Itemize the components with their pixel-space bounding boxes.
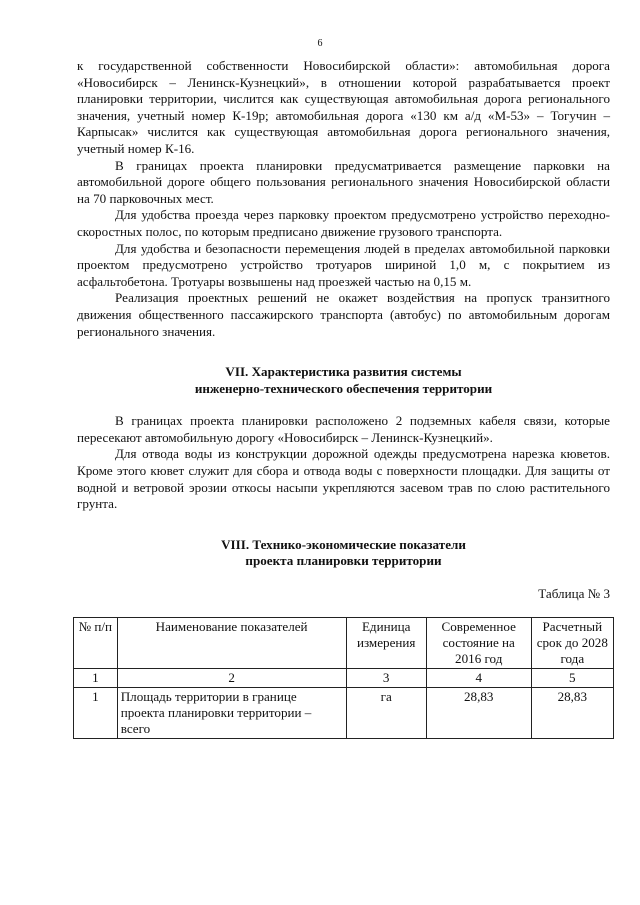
row-planned: 28,83 xyxy=(531,687,613,738)
section-7-title-line-2: инженерно-технического обеспечения территории xyxy=(194,380,493,396)
page-number: 6 xyxy=(317,38,323,49)
paragraph-cables: В границах проекта планировки расположено 2 подземных кабеля связи, которые пересекают автомобильную дорогу «Новосибирск – Ленинск-Кузнецкий». xyxy=(77,413,610,445)
section-8-title-line-1: VIII. Технико-экономические показатели xyxy=(221,536,466,552)
indicators-table xyxy=(73,617,614,739)
index-cell: 3 xyxy=(346,668,426,687)
paragraph-drainage: Для отвода воды из конструкции дорожной одежды предусмотрена нарезка кюветов. Кроме этого кювет служит для сбора и отвода воды с поверхности площадки. Для защиты от водной и ветровой эрозии откосы насыпи укрепляются засевом трав по слою растительного грунта. xyxy=(77,446,610,512)
table-header-row xyxy=(74,617,614,668)
row-current: 28,83 xyxy=(426,687,531,738)
header-unit: Единица измерения xyxy=(346,617,426,668)
row-name: Площадь территории в границе проекта планировки территории – всего xyxy=(117,687,346,738)
row-num: 1 xyxy=(74,687,118,738)
section-7-title-line-1: VII. Характеристика развития системы xyxy=(225,364,462,380)
table-label: Таблица № 3 xyxy=(538,586,610,602)
paragraph-sidewalks: Для удобства и безопасности перемещения людей в пределах автомобильной парковки проектом предусмотрено устройство тротуаров шириной 1,0 м, с покрытием из асфальтобетона. Тротуары возвышены над проезжей частью на 0,15 м. xyxy=(77,240,610,289)
index-cell: 4 xyxy=(426,668,531,687)
section-8-title-line-2: проекта планировки территории xyxy=(245,553,442,569)
paragraph-continuation: к государственной собственности Новосибирской области»: автомобильная дорога «Новосибирск – Ленинск-Кузнецкий», в отношении которой разрабатывается проект планировки территории, числится как существующая автомобильная дорога регионального значения, учетный номер К-19р; автомобильная дорога «130 км а/д «М-53» – Тогучин – Карпысак» числится как существующая автомобильная дорога регионального значения, учетный номер К-16. xyxy=(77,58,610,156)
table-row xyxy=(74,687,614,738)
document-body xyxy=(77,58,610,739)
paragraph-lanes: Для удобства проезда через парковку проектом предусмотрено устройство переходно-скоростных полос, по которым предписано движение грузового транспорта. xyxy=(77,207,610,239)
header-name: Наименование показателей xyxy=(117,617,346,668)
table-index-row xyxy=(74,668,614,687)
row-unit: га xyxy=(346,687,426,738)
index-cell: 5 xyxy=(531,668,613,687)
index-cell: 2 xyxy=(117,668,346,687)
paragraph-transit: Реализация проектных решений не окажет воздействия на пропуск транзитного движения общественного пассажирского транспорта (автобус) по автомобильным дорогам регионального значения. xyxy=(77,290,610,339)
index-cell: 1 xyxy=(74,668,118,687)
section-8-heading xyxy=(77,537,610,570)
paragraph-parking: В границах проекта планировки предусматривается размещение парковки на автомобильной дороге общего пользования регионального значения Новосибирской области на 70 парковочных мест. xyxy=(77,157,610,206)
header-num: № п/п xyxy=(74,617,118,668)
header-current: Современное состояние на 2016 год xyxy=(426,617,531,668)
header-planned: Расчетный срок до 2028 года xyxy=(531,617,613,668)
section-7-heading xyxy=(77,364,610,397)
